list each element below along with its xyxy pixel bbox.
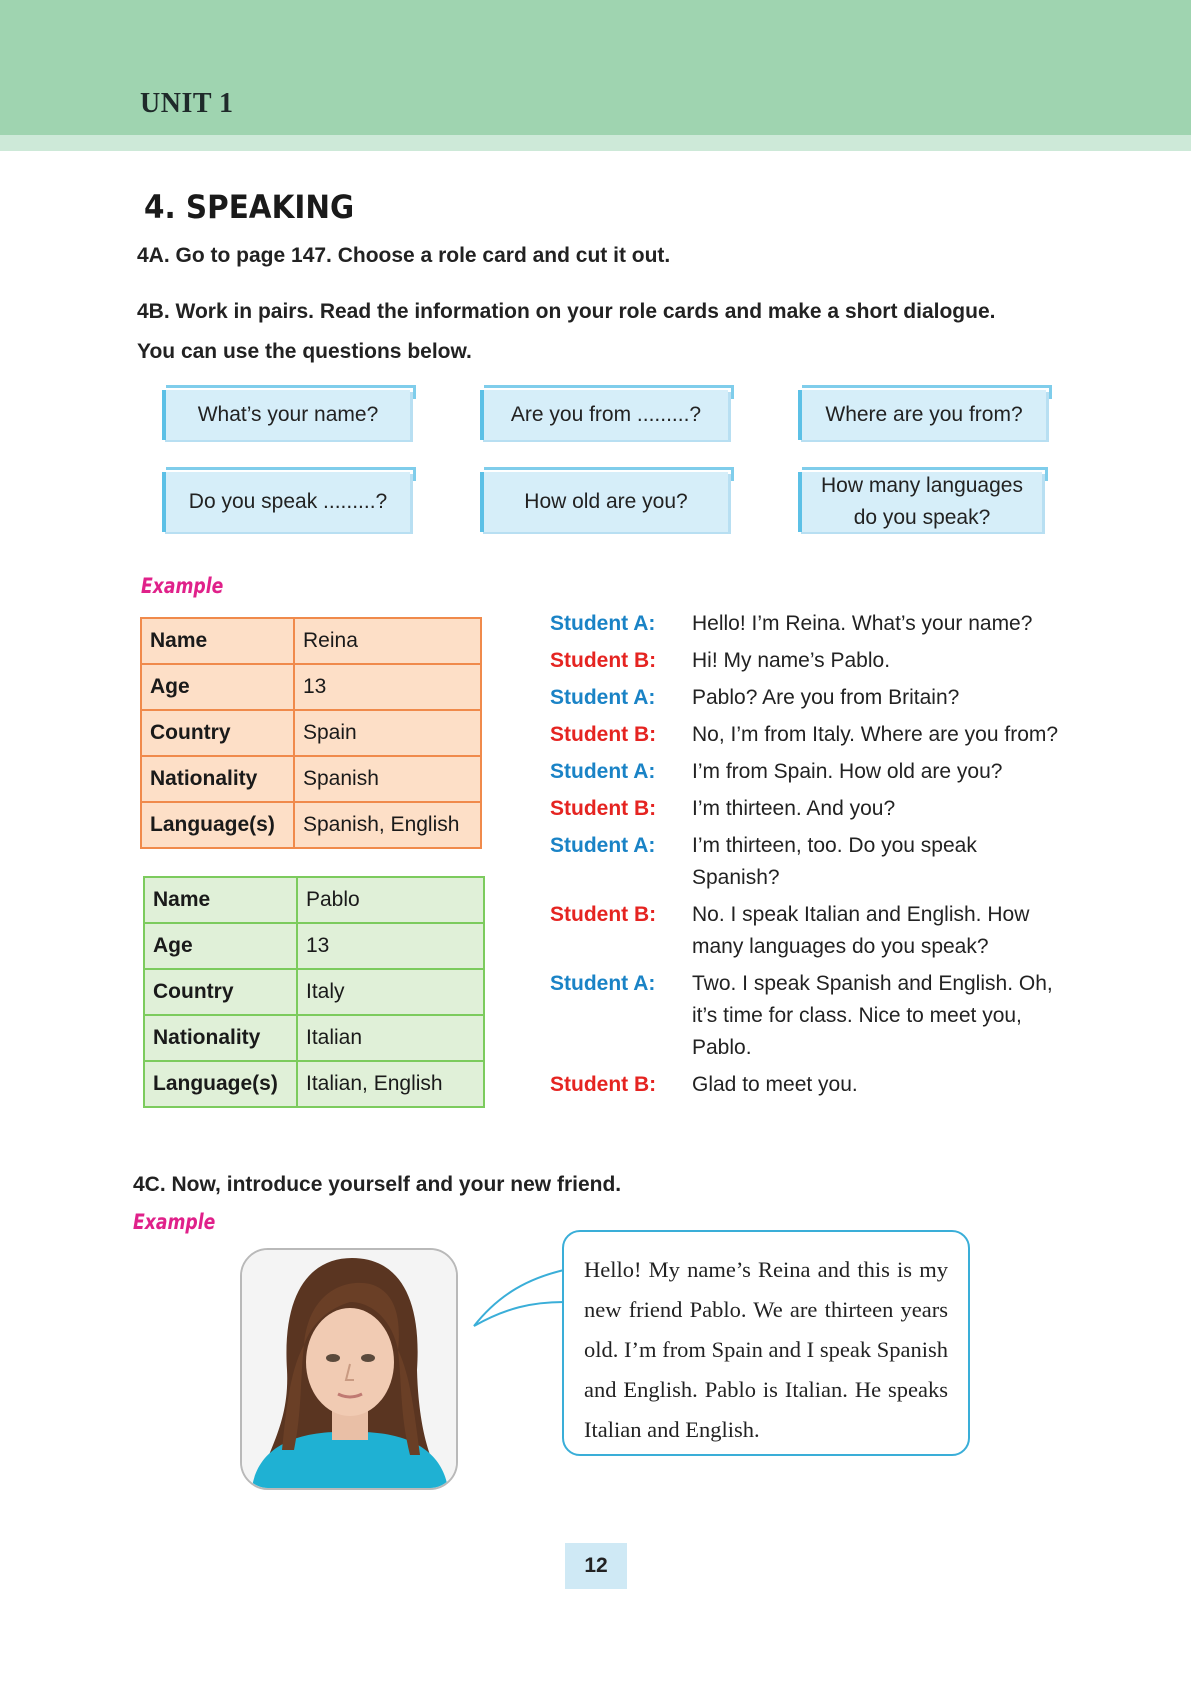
question-text: Where are you from? xyxy=(825,403,1023,426)
dialogue-line xyxy=(550,719,1070,751)
dialogue-line xyxy=(550,682,1070,714)
role-card-pablo xyxy=(143,876,485,1108)
dialogue-line xyxy=(550,793,1070,825)
table-row xyxy=(144,1015,484,1061)
dialogue-line xyxy=(550,830,1070,894)
header-strip xyxy=(0,135,1191,151)
dialogue-text: Hi! My name’s Pablo. xyxy=(692,649,891,672)
instruction-4b: 4B. Work in pairs. Read the information on your role cards and make a short dialogue. xyxy=(137,300,996,323)
field-label: Name xyxy=(141,618,294,664)
example-dialogue xyxy=(550,608,1070,1106)
field-value: Pablo xyxy=(297,877,484,923)
field-value: Spanish xyxy=(294,756,481,802)
example-label: Example xyxy=(133,1210,216,1234)
table-row xyxy=(141,710,481,756)
dialogue-line xyxy=(550,608,1070,640)
question-card xyxy=(798,390,1046,440)
table-row xyxy=(144,923,484,969)
table-row xyxy=(141,664,481,710)
dialogue-text: No. I speak Italian and English. How many languages do you speak? xyxy=(692,903,1030,958)
field-label: Age xyxy=(141,664,294,710)
speaker-label: Student A: xyxy=(550,972,656,995)
field-label: Nationality xyxy=(141,756,294,802)
speaker-label: Student B: xyxy=(550,1073,657,1096)
speaker-label: Student B: xyxy=(550,723,657,746)
question-text: How old are you? xyxy=(524,490,688,513)
speaker-label: Student A: xyxy=(550,834,656,857)
page-number: 12 xyxy=(565,1543,627,1589)
portrait-illustration xyxy=(242,1250,456,1488)
dialogue-line xyxy=(550,645,1070,677)
field-value: 13 xyxy=(294,664,481,710)
question-card xyxy=(162,472,410,532)
dialogue-line xyxy=(550,1069,1070,1101)
instruction-4b-note: You can use the questions below. xyxy=(137,340,472,363)
field-value: 13 xyxy=(297,923,484,969)
field-label: Name xyxy=(144,877,297,923)
speech-bubble: Hello! My name’s Reina and this is my new friend Pablo. We are thirteen years old. I’m from Spain and I speak Spanish and English. Pablo is Italian. He speaks Italian and English. xyxy=(562,1230,970,1456)
dialogue-line xyxy=(550,968,1070,1064)
dialogue-text: No, I’m from Italy. Where are you from? xyxy=(692,723,1059,746)
question-text: What’s your name? xyxy=(197,403,379,426)
field-label: Nationality xyxy=(144,1015,297,1061)
question-text: How many languages do you speak? xyxy=(821,474,1023,529)
field-value: Italy xyxy=(297,969,484,1015)
dialogue-line xyxy=(550,899,1070,963)
section-title: 4. SPEAKING xyxy=(144,188,355,226)
speaker-label: Student A: xyxy=(550,760,656,783)
dialogue-line xyxy=(550,756,1070,788)
field-label: Language(s) xyxy=(141,802,294,848)
field-label: Country xyxy=(144,969,297,1015)
speaker-label: Student B: xyxy=(550,903,657,926)
unit-title: UNIT 1 xyxy=(140,88,234,119)
question-card xyxy=(480,472,728,532)
field-value: Spain xyxy=(294,710,481,756)
speech-bubble-tail xyxy=(470,1268,570,1348)
question-card xyxy=(798,472,1042,532)
dialogue-text: I’m thirteen, too. Do you speak Spanish? xyxy=(692,834,977,889)
question-text: Are you from .........? xyxy=(510,403,702,426)
table-row xyxy=(144,1061,484,1107)
field-value: Italian xyxy=(297,1015,484,1061)
dialogue-text: I’m from Spain. How old are you? xyxy=(692,760,1003,783)
dialogue-text: I’m thirteen. And you? xyxy=(692,797,896,820)
speaker-label: Student B: xyxy=(550,649,657,672)
dialogue-text: Two. I speak Spanish and English. Oh, it’s time for class. Nice to meet you, Pablo. xyxy=(692,972,1053,1059)
field-value: Italian, English xyxy=(297,1061,484,1107)
table-row xyxy=(144,877,484,923)
question-text: Do you speak .........? xyxy=(188,490,388,513)
example-label: Example xyxy=(141,574,224,598)
dialogue-text: Pablo? Are you from Britain? xyxy=(692,686,960,709)
speaker-label: Student A: xyxy=(550,686,656,709)
dialogue-text: Glad to meet you. xyxy=(692,1073,858,1096)
field-label: Age xyxy=(144,923,297,969)
table-row xyxy=(141,802,481,848)
girl-photo xyxy=(240,1248,458,1490)
instruction-4a: 4A. Go to page 147. Choose a role card and cut it out. xyxy=(137,244,671,267)
table-row xyxy=(141,618,481,664)
dialogue-text: Hello! I’m Reina. What’s your name? xyxy=(692,612,1033,635)
speaker-label: Student A: xyxy=(550,612,656,635)
question-card xyxy=(480,390,728,440)
table-row xyxy=(144,969,484,1015)
instruction-4c: 4C. Now, introduce yourself and your new friend. xyxy=(133,1173,622,1196)
field-value: Spanish, English xyxy=(294,802,481,848)
table-row xyxy=(141,756,481,802)
field-label: Language(s) xyxy=(144,1061,297,1107)
question-card xyxy=(162,390,410,440)
field-label: Country xyxy=(141,710,294,756)
speaker-label: Student B: xyxy=(550,797,657,820)
role-card-reina xyxy=(140,617,482,849)
field-value: Reina xyxy=(294,618,481,664)
